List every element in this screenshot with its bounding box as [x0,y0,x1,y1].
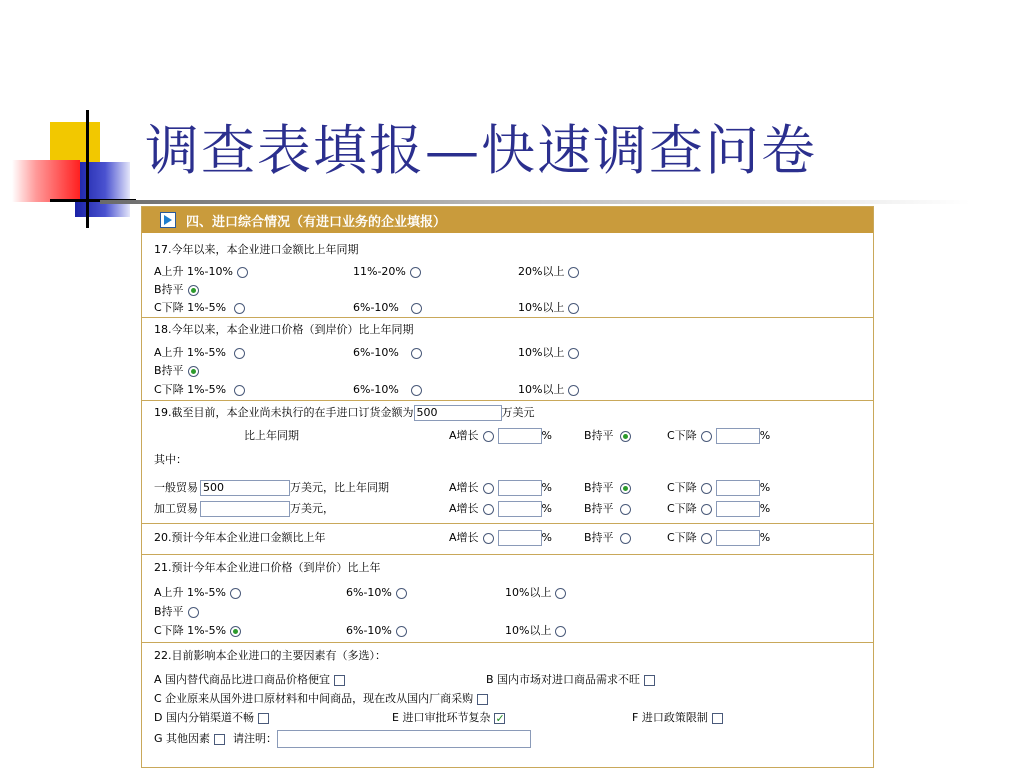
q22-opt-b-label: B 国内市场对进口商品需求不旺 [486,673,641,686]
q19-among-label: 其中： [154,453,187,466]
question-19 [142,401,873,524]
q21-rise-mid-label: 6%-10% [346,586,392,599]
q18-fall-low-radio[interactable] [234,385,245,396]
question-22-text: 22.目前影响本企业进口的主要因素有（多选）： [154,649,386,662]
q19-processing-trade-label: 加工贸易 [154,502,198,515]
q17-rise-high-radio[interactable] [568,267,579,278]
q22-opt-c-checkbox[interactable] [477,694,488,705]
q17-fall-mid-radio[interactable] [411,303,422,314]
arrow-right-icon [160,212,176,228]
q19-amount-input[interactable]: 500 [414,405,502,421]
q21-rise-low-label: A上升 1%-5% [154,586,226,599]
q19-general-decrease-input[interactable] [716,480,760,496]
slide-title: 调查表填报—快速调查问卷 [145,119,817,182]
q17-fall-high-radio[interactable] [568,303,579,314]
q22-note-input[interactable] [277,730,531,748]
decor-vertical-line [86,110,89,228]
q19-decrease-label: C下降 [667,429,697,442]
q17-rise-low-label: A上升 1%-10% [154,265,233,278]
q21-fall-high-radio[interactable] [555,626,566,637]
q17-fall-high-label: 10%以上 [518,301,565,314]
q18-flat-radio[interactable] [188,366,199,377]
q19-processing-decrease-percent: % [759,502,771,515]
q19-processing-flat-radio[interactable] [620,504,631,515]
q21-fall-high-label: 10%以上 [505,624,552,637]
q19-general-amount-input[interactable]: 500 [200,480,290,496]
q19-general-trade-label: 一般贸易 [154,481,198,494]
q17-rise-low-radio[interactable] [237,267,248,278]
q18-rise-low-radio[interactable] [234,348,245,359]
q18-rise-high-label: 10%以上 [518,346,565,359]
q19-flat-radio[interactable] [620,431,631,442]
q17-fall-low-radio[interactable] [234,303,245,314]
q19-processing-flat-label: B持平 [584,502,614,515]
q18-fall-mid-radio[interactable] [411,385,422,396]
q19-processing-increase-input[interactable] [498,501,542,517]
q19-processing-decrease-label: C下降 [667,502,697,515]
q22-opt-a-checkbox[interactable] [334,675,345,686]
q19-general-decrease-percent: % [759,481,771,494]
q19-general-flat-label: B持平 [584,481,614,494]
q19-decrease-input[interactable] [716,428,760,444]
q19-flat-label: B持平 [584,429,614,442]
q19-processing-increase-radio[interactable] [483,504,494,515]
survey-form [141,206,874,768]
q18-flat-label: B持平 [154,364,184,377]
title-underline [100,200,970,204]
q18-rise-high-radio[interactable] [568,348,579,359]
q19-processing-decrease-input[interactable] [716,501,760,517]
q20-decrease-input[interactable] [716,530,760,546]
question-21 [142,555,873,643]
q18-rise-low-label: A上升 1%-5% [154,346,226,359]
q20-flat-label: B持平 [584,531,614,544]
q22-opt-c-label: C 企业原来从国外进口原材料和中间商品，现在改从国内厂商采购 [154,692,474,705]
decor-blue-square [75,162,130,217]
q19-increase-radio[interactable] [483,431,494,442]
q19-processing-suffix: 万美元， [290,502,334,515]
q21-flat-label: B持平 [154,605,184,618]
q22-opt-f-checkbox[interactable] [712,713,723,724]
decor-red-square [12,160,80,202]
question-19-text: 19.截至目前，本企业尚未执行的在手进口订货金额为 [154,406,414,419]
q22-opt-d-checkbox[interactable] [258,713,269,724]
q19-decrease-percent: % [759,429,771,442]
q17-rise-mid-label: 11%-20% [353,265,406,278]
q19-decrease-radio[interactable] [701,431,712,442]
q19-processing-increase-percent: % [541,502,552,515]
q19-increase-input[interactable] [498,428,542,444]
q22-opt-d-label: D 国内分销渠道不畅 [154,711,254,724]
q21-fall-mid-label: 6%-10% [346,624,392,637]
q22-opt-a-label: A 国内替代商品比进口商品价格便宜 [154,673,331,686]
q22-note-label: 请注明： [233,732,278,745]
q18-rise-mid-radio[interactable] [411,348,422,359]
q19-processing-amount-input[interactable] [200,501,290,517]
q17-fall-low-label: C下降 1%-5% [154,301,227,314]
form-section-title: 四、进口综合情况（有进口业务的企业填报） [186,214,447,230]
q17-flat-radio[interactable] [188,285,199,296]
q18-fall-low-label: C下降 1%-5% [154,383,227,396]
question-17-text: 17.今年以来，本企业进口金额比上年同期 [154,243,359,256]
q21-rise-low-radio[interactable] [230,588,241,599]
q19-general-suffix: 万美元，比上年同期 [290,481,389,494]
q20-increase-label: A增长 [449,531,479,544]
q19-processing-decrease-radio[interactable] [701,504,712,515]
question-20 [142,524,873,555]
question-22 [142,643,873,763]
q21-flat-radio[interactable] [188,607,199,618]
q18-fall-high-label: 10%以上 [518,383,565,396]
q22-opt-e-label: E 进口审批环节复杂 [392,711,491,724]
q22-opt-f-label: F 进口政策限制 [632,711,708,724]
q18-fall-mid-label: 6%-10% [353,383,399,396]
q19-general-decrease-radio[interactable] [701,483,712,494]
q17-flat-label: B持平 [154,283,184,296]
q21-rise-high-label: 10%以上 [505,586,552,599]
q20-decrease-label: C下降 [667,531,697,544]
form-section-header [142,207,873,233]
q20-increase-percent: % [541,531,552,544]
q21-rise-high-radio[interactable] [555,588,566,599]
question-17 [142,233,873,318]
q20-decrease-radio[interactable] [701,533,712,544]
q17-fall-mid-label: 6%-10% [353,301,399,314]
q19-general-increase-label: A增长 [449,481,479,494]
q19-general-increase-percent: % [541,481,552,494]
question-18 [142,318,873,401]
q22-opt-b-checkbox[interactable] [644,675,655,686]
q22-opt-g-label: G 其他因素 [154,732,211,745]
q17-rise-high-label: 20%以上 [518,265,565,278]
q21-fall-low-radio[interactable] [230,626,241,637]
q19-general-increase-input[interactable] [498,480,542,496]
question-21-text: 21.预计今年本企业进口价格（到岸价）比上年 [154,561,381,574]
q19-general-decrease-label: C下降 [667,481,697,494]
q22-opt-e-checkbox[interactable] [494,713,505,724]
q20-increase-radio[interactable] [483,533,494,544]
q18-rise-mid-label: 6%-10% [353,346,399,359]
q19-general-flat-radio[interactable] [620,483,631,494]
q21-fall-low-label: C下降 1%-5% [154,624,227,637]
q19-processing-increase-label: A增长 [449,502,479,515]
q19-compare-label: 比上年同期 [244,429,299,442]
q21-rise-mid-radio[interactable] [396,588,407,599]
q20-increase-input[interactable] [498,530,542,546]
question-18-text: 18.今年以来，本企业进口价格（到岸价）比上年同期 [154,323,414,336]
q17-rise-mid-radio[interactable] [410,267,421,278]
q19-unit: 万美元 [501,406,535,419]
q21-fall-mid-radio[interactable] [396,626,407,637]
q18-fall-high-radio[interactable] [568,385,579,396]
q22-opt-g-checkbox[interactable] [214,734,225,745]
q20-decrease-percent: % [759,531,771,544]
q19-increase-label: A增长 [449,429,479,442]
question-20-text: 20.预计今年本企业进口金额比上年 [154,531,326,544]
q19-increase-percent: % [541,429,552,442]
q19-general-increase-radio[interactable] [483,483,494,494]
q20-flat-radio[interactable] [620,533,631,544]
